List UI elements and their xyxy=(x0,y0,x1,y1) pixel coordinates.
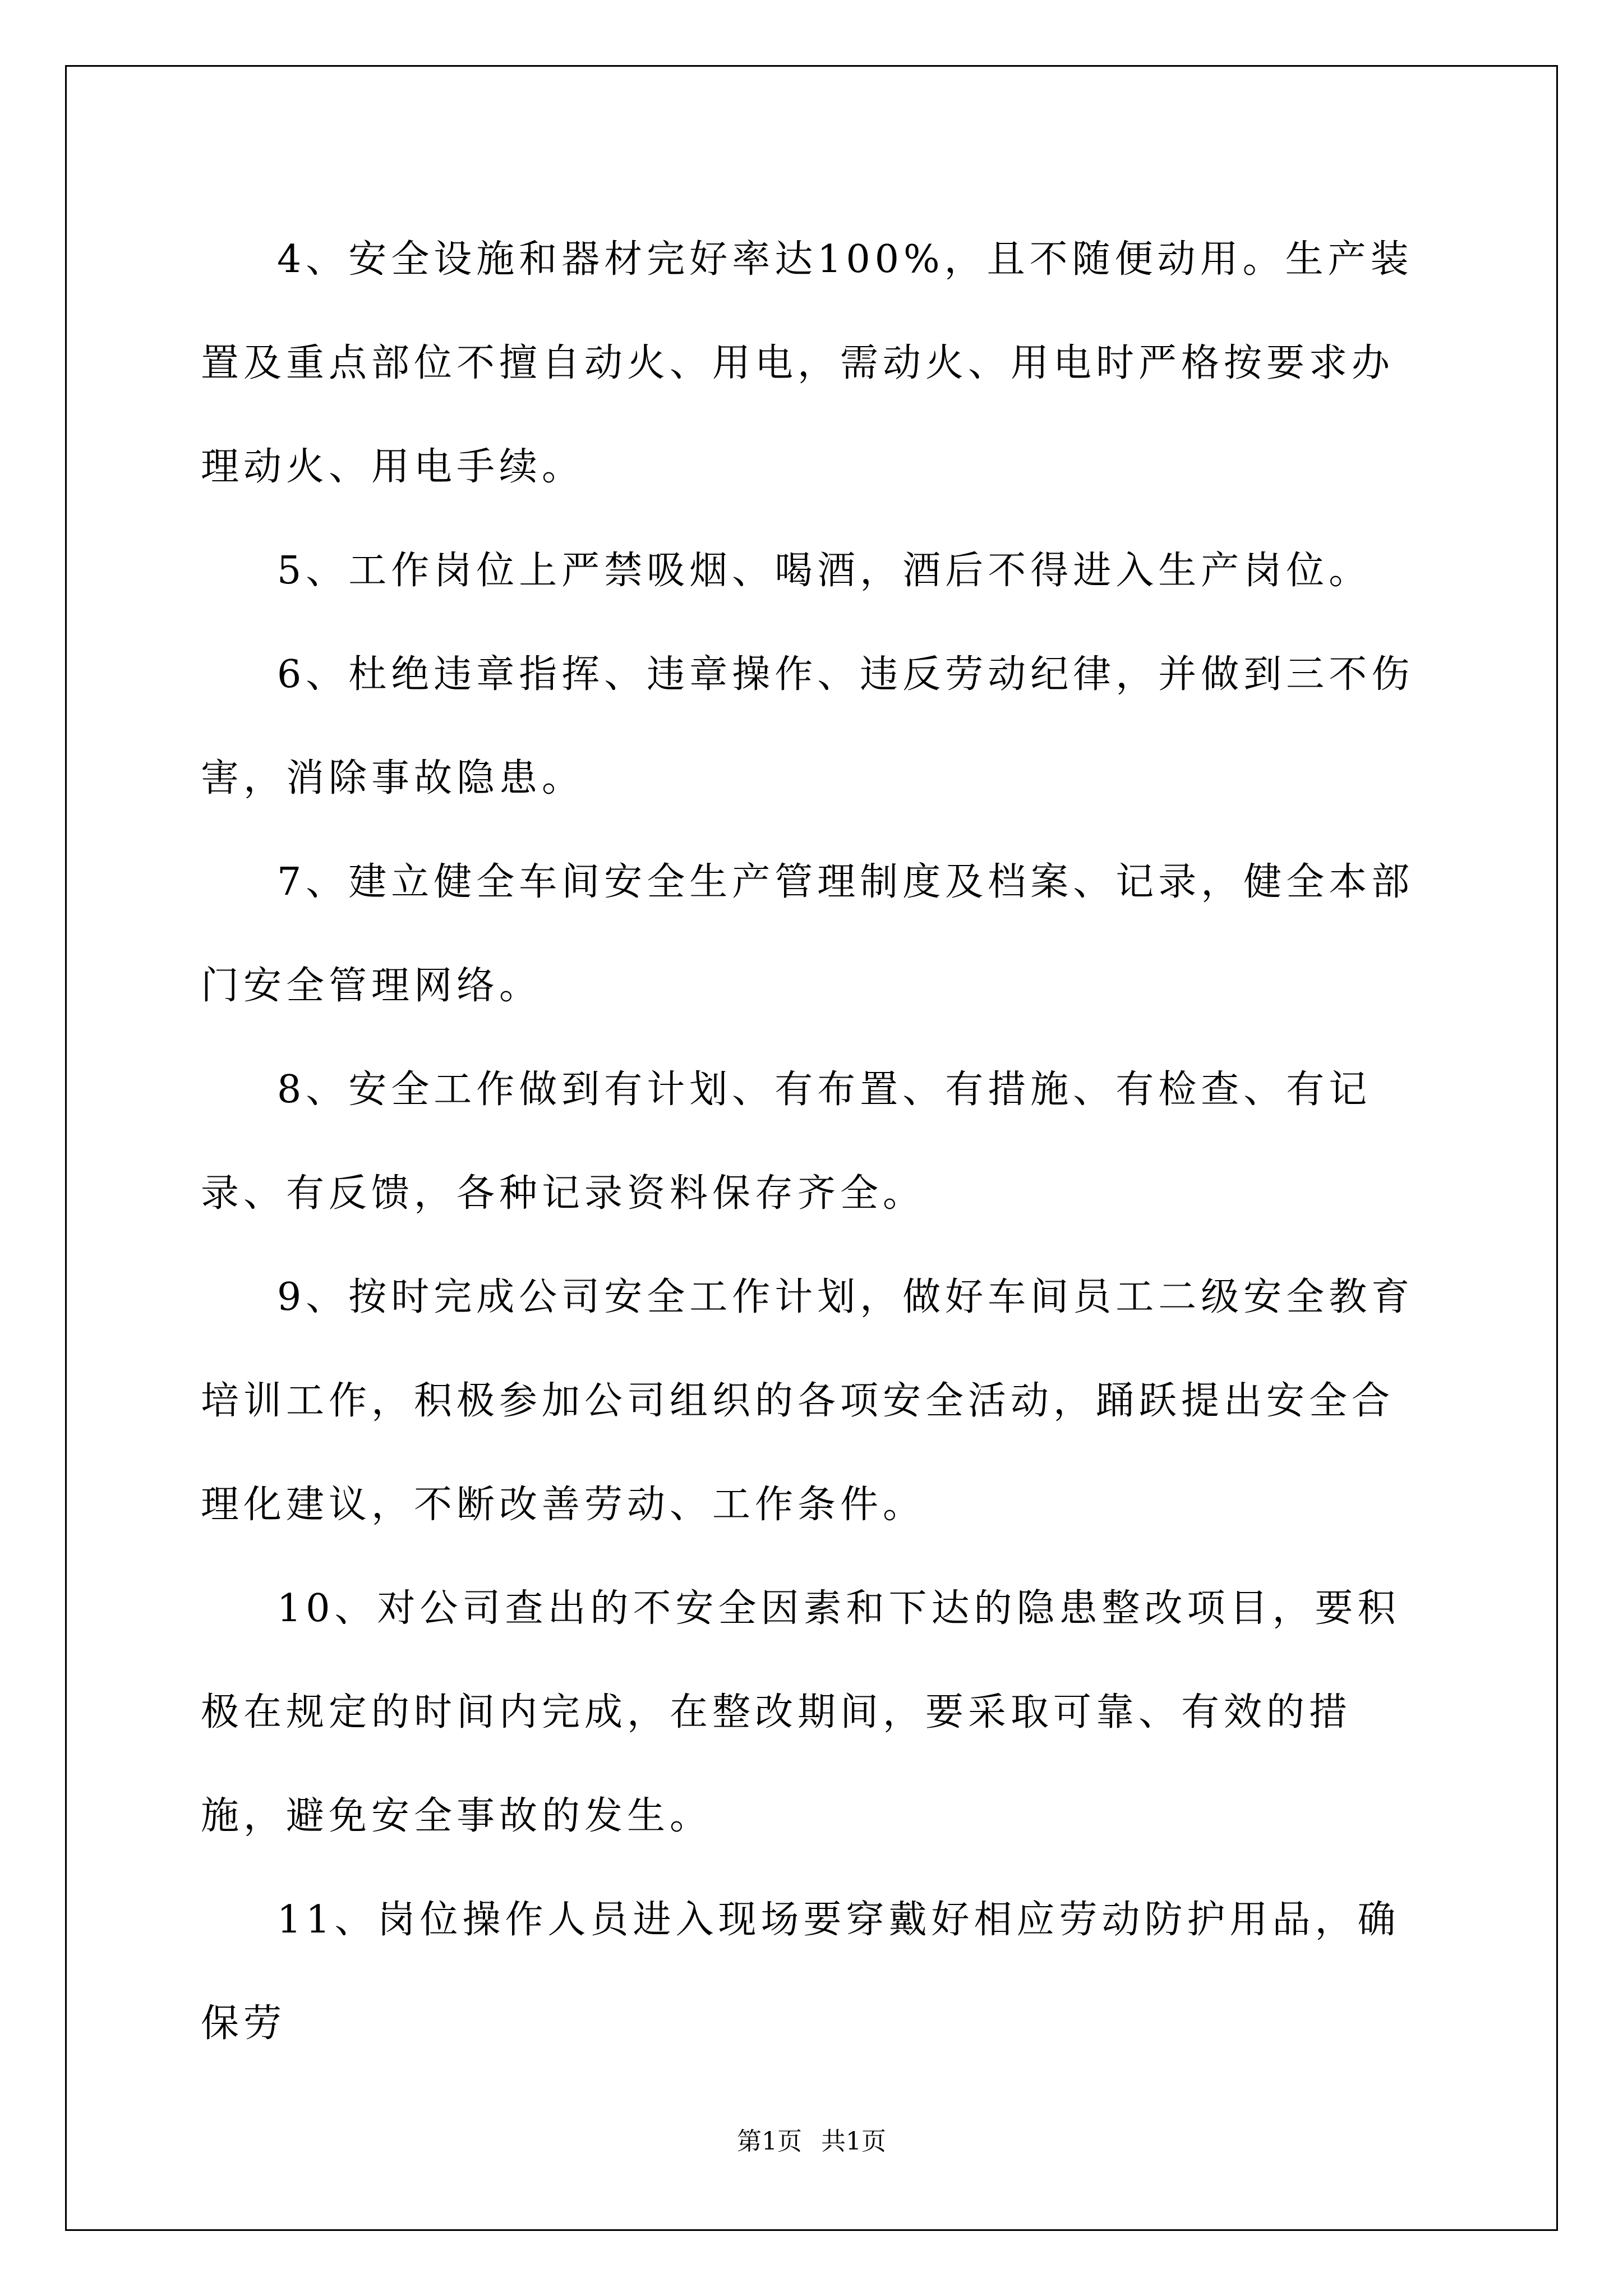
page-footer xyxy=(0,2125,1623,2159)
paragraph-item-7: 7、建立健全车间安全生产管理制度及档案、记录，健全本部门安全管理网络。 xyxy=(201,860,1414,1008)
paragraph-item-10: 10、对公司查出的不安全因素和下达的隐患整改项目，要积极在规定的时间内完成，在整改期间，要采取可靠、有效的措施，避免安全事故的发生。 xyxy=(201,1586,1400,1838)
paragraph-item-5: 5、工作岗位上严禁吸烟、喝酒，酒后不得进入生产岗位。 xyxy=(277,549,1372,593)
page-number-total: 共1页 xyxy=(821,2127,886,2156)
document-body xyxy=(201,208,1429,2076)
paragraph-item-8: 8、安全工作做到有计划、有布置、有措施、有检查、有记录、有反馈，各种记录资料保存齐全。 xyxy=(201,1068,1372,1216)
paragraph-item-9: 9、按时完成公司安全工作计划，做好车间员工二级安全教育培训工作，积极参加公司组织的各项安全活动，踊跃提出安全合理化建议，不断改善劳动、工作条件。 xyxy=(201,1275,1414,1527)
paragraph-item-11: 11、岗位操作人员进入现场要穿戴好相应劳动防护用品，确保劳 xyxy=(201,1898,1400,2046)
paragraph-item-6: 6、杜绝违章指挥、违章操作、违反劳动纪律，并做到三不伤害，消除事故隐患。 xyxy=(201,652,1414,800)
paragraph-item-4: 4、安全设施和器材完好率达100%，且不随便动用。生产装置及重点部位不擅自动火、用电，需动火、用电时严格按要求办理动火、用电手续。 xyxy=(201,237,1413,489)
page-number-current: 第1页 xyxy=(737,2127,802,2156)
